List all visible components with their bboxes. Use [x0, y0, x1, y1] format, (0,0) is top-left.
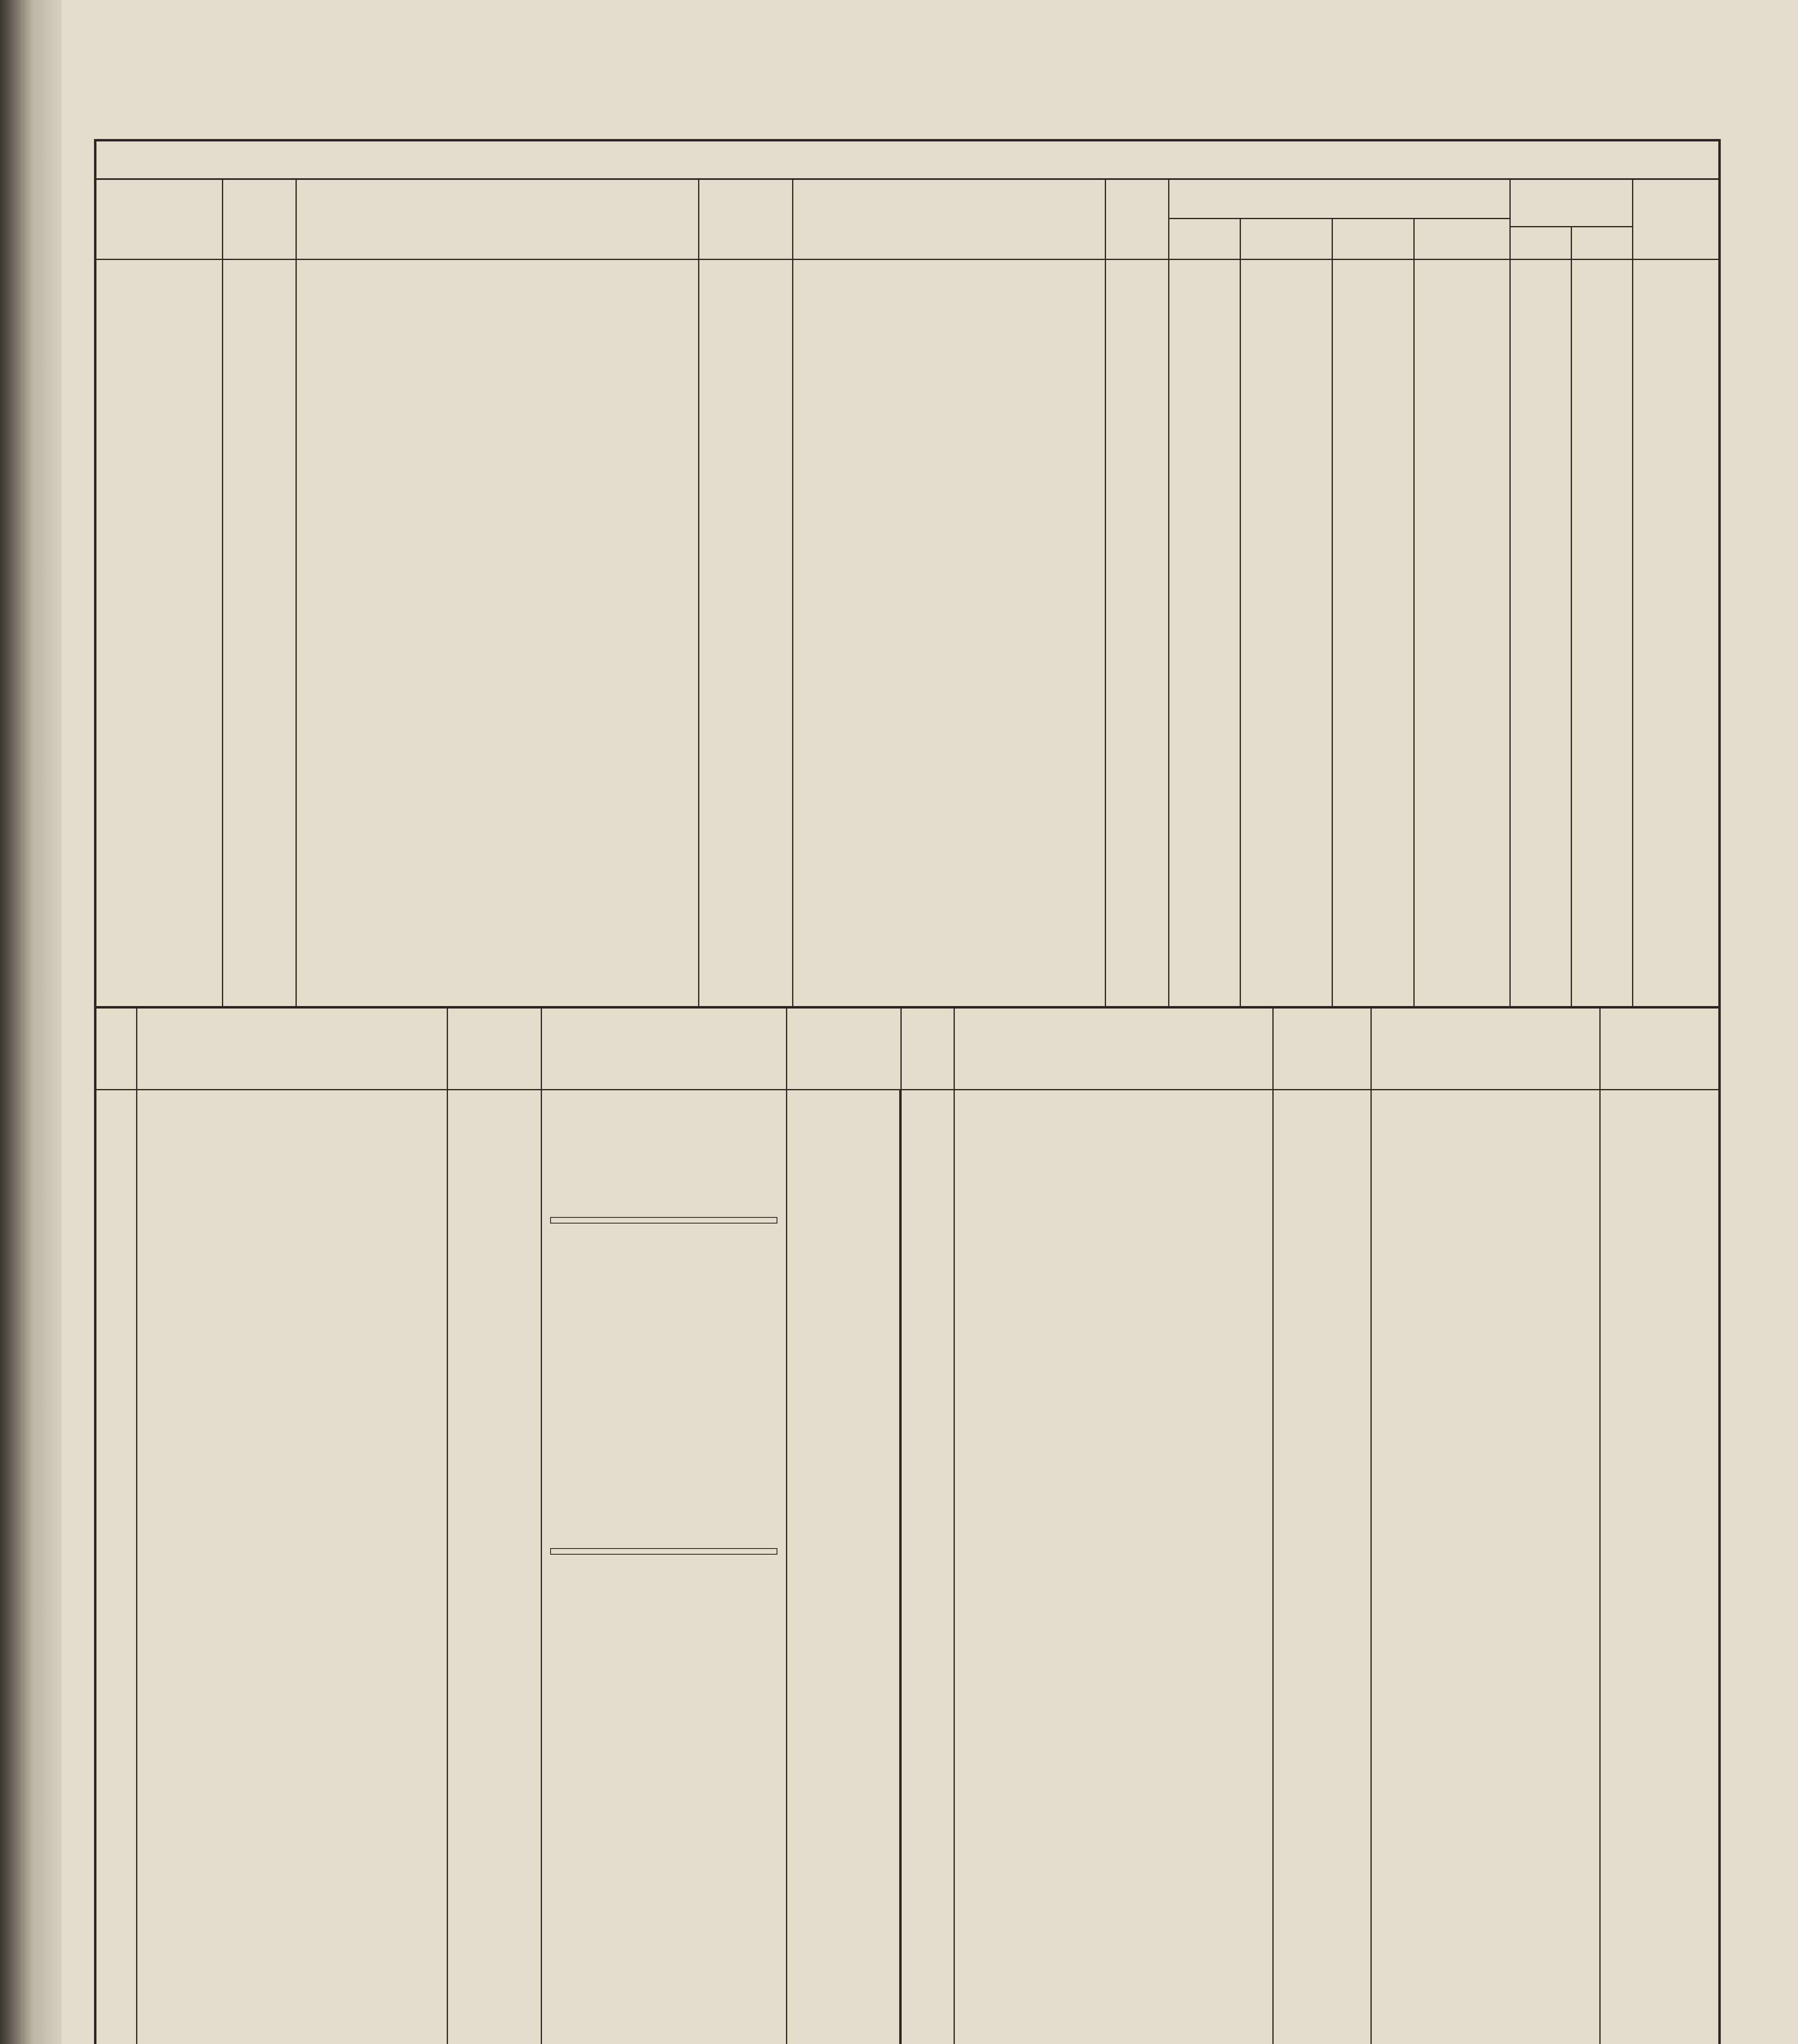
taux-column — [223, 260, 297, 1006]
compt-column — [1511, 260, 1572, 1006]
taux-header — [223, 178, 297, 260]
comptant-column — [793, 260, 1106, 1006]
left-comptant-column — [542, 1090, 787, 2044]
reports-column — [96, 260, 223, 1006]
left-comptant-header — [542, 1009, 787, 1090]
name-header — [297, 178, 699, 260]
right-name-header — [955, 1009, 1274, 1090]
right-comptant-header — [1372, 1009, 1601, 1090]
right-taux-header — [902, 1009, 955, 1090]
left-jouissance-column — [448, 1090, 542, 2044]
terme-prev-column — [1572, 260, 1633, 1006]
terme-type-column — [1106, 260, 1169, 1006]
premier-cours-header — [1169, 219, 1241, 260]
left-name-column — [137, 1090, 448, 2044]
left-jouissance-header — [448, 1009, 542, 1090]
right-interets-header — [1601, 1009, 1718, 1090]
page-date — [96, 141, 1718, 180]
au-comptant-header — [793, 178, 1106, 260]
a-terme-header — [1169, 178, 1511, 219]
jouissance-header — [699, 178, 793, 260]
left-interets-column — [787, 1090, 902, 2044]
right-comptant-column — [1372, 1090, 1601, 2044]
left-taux-column — [96, 1090, 137, 2044]
note-prime-100 — [550, 1217, 777, 1224]
foreign-railways-table — [96, 178, 1718, 1009]
note-prime-666 — [550, 1548, 777, 1555]
newspaper-page — [61, 0, 1798, 2044]
plus-bas-column — [1333, 260, 1415, 1006]
terme-type-header — [1106, 178, 1169, 260]
derniers-cours-header — [1511, 178, 1633, 227]
right-taux-column — [902, 1090, 955, 2044]
plus-haut-header — [1241, 219, 1333, 260]
dernier-column — [1415, 260, 1511, 1006]
interets-header — [1633, 178, 1718, 260]
plus-bas-header — [1333, 219, 1415, 260]
jouissance-column — [699, 260, 793, 1006]
left-interets-header — [787, 1009, 902, 1090]
domestic-securities-section — [96, 1009, 1718, 2044]
binding-gutter — [0, 0, 61, 2044]
compt-header — [1511, 227, 1572, 260]
name-column — [297, 260, 699, 1006]
price-list-frame — [94, 139, 1721, 2044]
right-jouissance-column — [1274, 1090, 1372, 2044]
dernier-cours-header — [1415, 219, 1511, 260]
right-name-column — [955, 1090, 1274, 2044]
reports-header — [96, 178, 223, 260]
premier-column — [1169, 260, 1241, 1006]
left-taux-header — [96, 1009, 137, 1090]
plus-haut-column — [1241, 260, 1333, 1006]
terme-header — [1572, 227, 1633, 260]
emprunts-header — [137, 1009, 448, 1090]
right-jouissance-header — [1274, 1009, 1372, 1090]
